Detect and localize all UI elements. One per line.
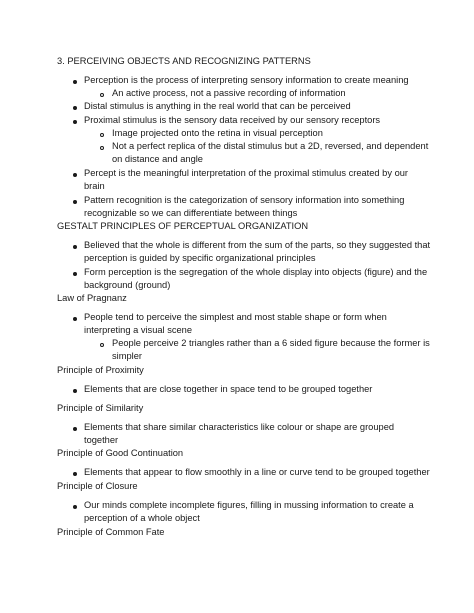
sub-bullet-icon bbox=[100, 133, 104, 137]
list-item-continued: brain bbox=[84, 181, 105, 191]
list-item: Distal stimulus is anything in the real world that can be perceived bbox=[84, 101, 351, 111]
section-title: 3. PERCEIVING OBJECTS AND RECOGNIZING PATTERNS bbox=[57, 56, 311, 66]
list-item-continued: recognizable so we can differentiate between things bbox=[84, 208, 298, 218]
subsection-heading: Principle of Proximity bbox=[57, 365, 144, 375]
bullet-icon bbox=[73, 200, 77, 204]
subsection-heading: Principle of Closure bbox=[57, 481, 138, 491]
list-item-continued: background (ground) bbox=[84, 280, 171, 290]
list-item: Percept is the meaningful interpretation of the proximal stimulus created by our bbox=[84, 168, 409, 178]
list-item: Form perception is the segregation of the whole display into objects (figure) and the bbox=[84, 267, 428, 277]
bullet-icon bbox=[73, 80, 77, 84]
list-item: Perception is the process of interpreting sensory information to create meaning bbox=[84, 75, 409, 85]
sub-list-item-continued: on distance and angle bbox=[112, 154, 203, 164]
list-item: Elements that are close together in space tend to be grouped together bbox=[84, 384, 373, 394]
list-item: Pattern recognition is the categorization of sensory information into something bbox=[84, 195, 405, 205]
list-item-continued: perception is guided by specific organizational principles bbox=[84, 253, 316, 263]
bullet-icon bbox=[73, 505, 77, 509]
sub-bullet-icon bbox=[100, 93, 104, 97]
list-item: Elements that appear to flow smoothly in a line or curve tend to be grouped together bbox=[84, 467, 430, 477]
bullet-icon bbox=[73, 106, 77, 110]
list-item: People tend to perceive the simplest and most stable shape or form when bbox=[84, 312, 387, 322]
subsection-heading: Principle of Similarity bbox=[57, 403, 144, 413]
list-item: Our minds complete incomplete figures, filling in mussing information to create a bbox=[84, 500, 414, 510]
bullet-icon bbox=[73, 317, 77, 321]
subsection-heading: Law of Pragnanz bbox=[57, 293, 127, 303]
section-heading: GESTALT PRINCIPLES OF PERCEPTUAL ORGANIZATION bbox=[57, 221, 309, 231]
sub-list-item: Not a perfect replica of the distal stimulus but a 2D, reversed, and dependent bbox=[112, 141, 429, 151]
list-item-continued: together bbox=[84, 435, 119, 445]
list-item-continued: perception of a whole object bbox=[84, 513, 200, 523]
bullet-icon bbox=[73, 472, 77, 476]
sub-list-item-continued: simpler bbox=[112, 351, 142, 361]
sub-list-item: An active process, not a passive recording of information bbox=[112, 88, 346, 98]
list-item: Elements that share similar characteristics like colour or shape are grouped bbox=[84, 422, 395, 432]
list-item: Proximal stimulus is the sensory data received by our sensory receptors bbox=[84, 115, 381, 125]
list-item: Believed that the whole is different from the sum of the parts, so they suggested that bbox=[84, 240, 431, 250]
bullet-icon bbox=[73, 427, 77, 431]
bullet-icon bbox=[73, 173, 77, 177]
sub-list-item: Image projected onto the retina in visual perception bbox=[112, 128, 323, 138]
sub-bullet-icon bbox=[100, 343, 104, 347]
list-item-continued: interpreting a visual scene bbox=[84, 325, 193, 335]
bullet-icon bbox=[73, 272, 77, 276]
subsection-heading: Principle of Common Fate bbox=[57, 527, 165, 537]
subsection-heading: Principle of Good Continuation bbox=[57, 448, 184, 458]
bullet-icon bbox=[73, 120, 77, 124]
sub-bullet-icon bbox=[100, 146, 104, 150]
bullet-icon bbox=[73, 245, 77, 249]
sub-list-item: People perceive 2 triangles rather than a 6 sided figure because the former is bbox=[112, 338, 430, 348]
bullet-icon bbox=[73, 389, 77, 393]
